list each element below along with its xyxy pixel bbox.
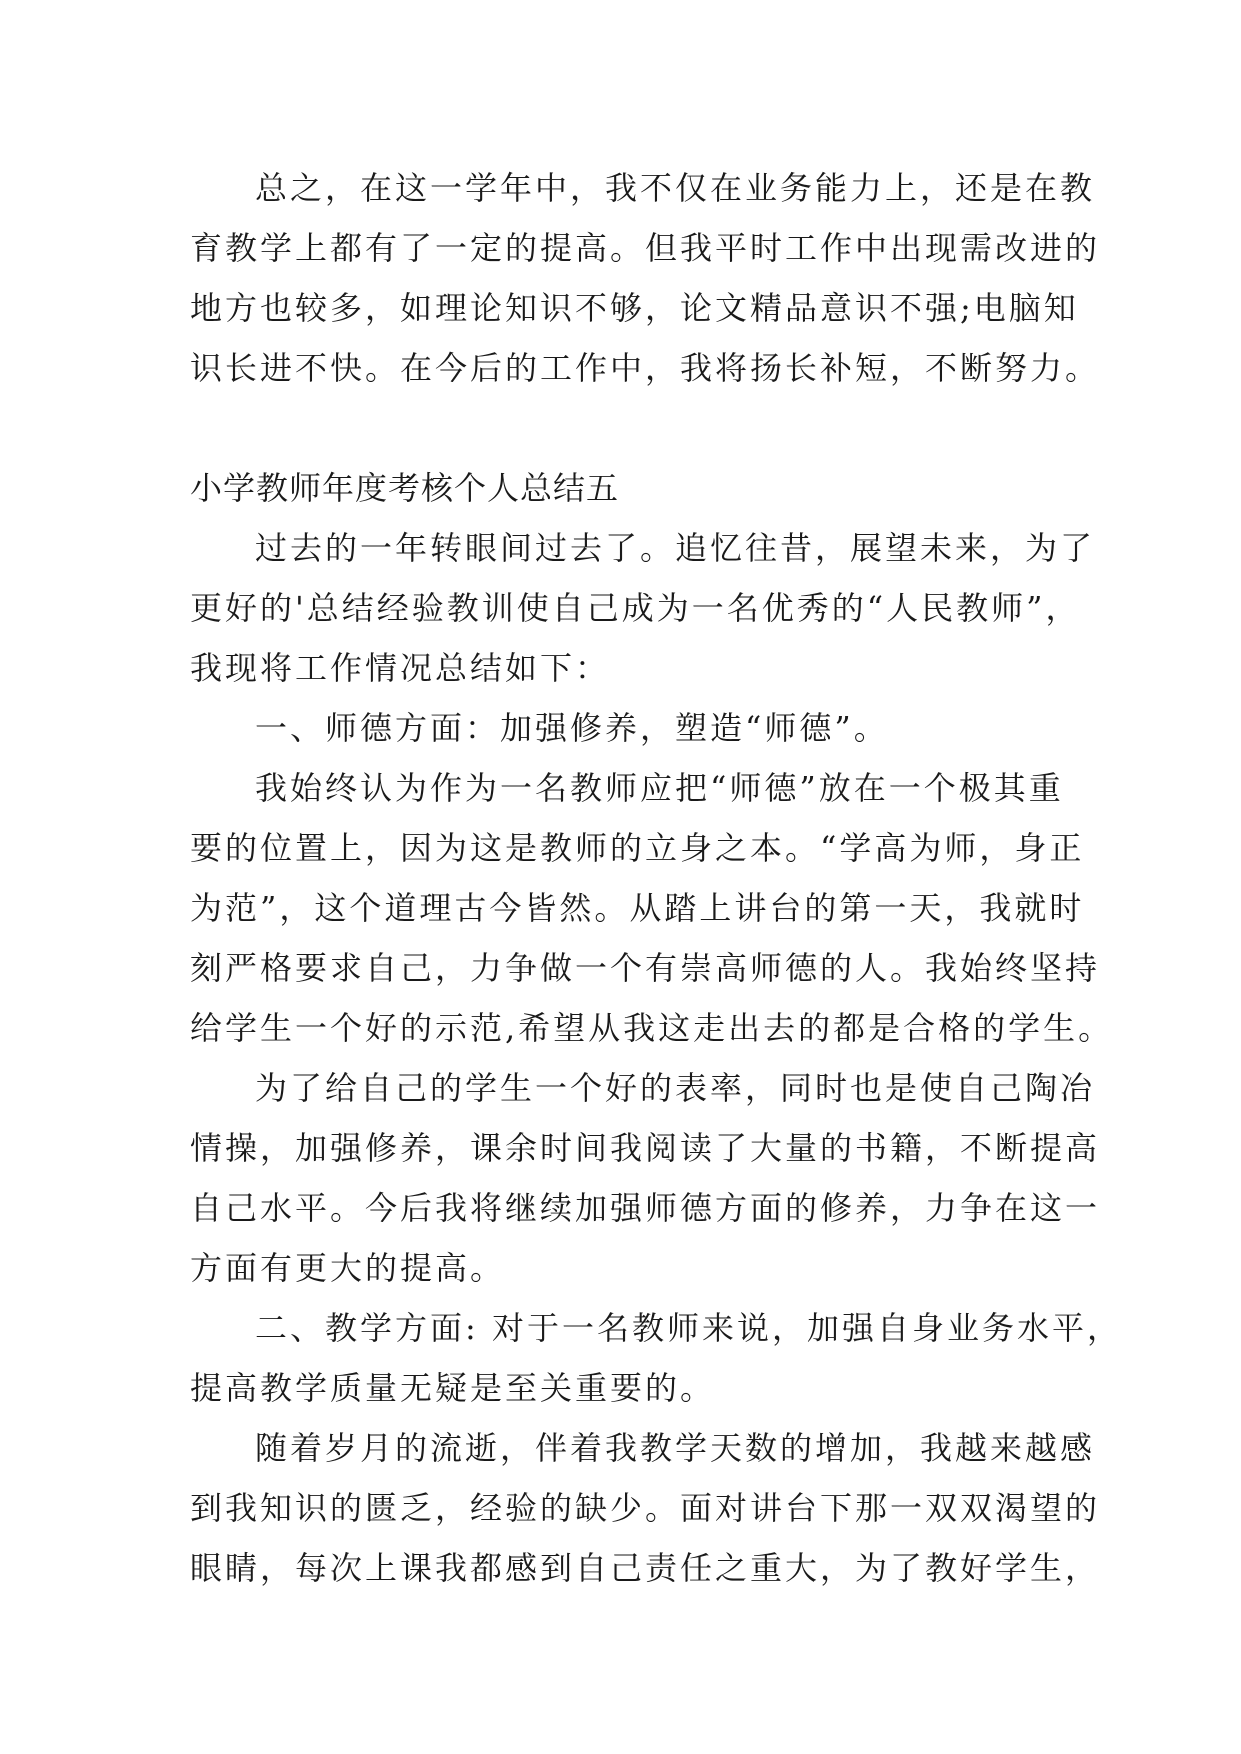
body-paragraph-line: 随着岁月的流逝，伴着我教学天数的增加，我越来越感 [255,1429,1096,1467]
section-spacer [190,398,1052,458]
body-paragraph-line: 为范”，这个道理古今皆然。从踏上讲台的第一天，我就时 [190,889,1085,927]
body-paragraph-line: 我现将工作情况总结如下： [190,649,611,687]
section-title: 小学教师年度考核个人总结五 [190,469,620,507]
body-paragraph-line: 过去的一年转眼间过去了。追忆往昔，展望未来，为了 [255,529,1096,567]
body-paragraph-line: 情操，加强修养，课余时间我阅读了大量的书籍，不断提高 [190,1129,1101,1167]
body-paragraph-line: 提高教学质量无疑是至关重要的。 [190,1369,716,1407]
subheading-line: 一、师德方面：加强修养，塑造“师德”。 [255,709,889,747]
body-paragraph-line: 更好的'总结经验教训使自己成为一名优秀的“人民教师”， [190,589,1081,627]
body-paragraph-line: 刻严格要求自己，力争做一个有崇高师德的人。我始终坚持 [190,949,1101,987]
body-paragraph-line: 眼睛，每次上课我都感到自己责任之重大，为了教好学生， [190,1549,1101,1587]
body-paragraph-line: 我始终认为作为一名教师应把“师德”放在一个极其重 [255,769,1064,807]
intro-paragraph-line: 育教学上都有了一定的提高。但我平时工作中出现需改进的 [190,229,1101,267]
intro-paragraph-line: 地方也较多，如理论知识不够，论文精品意识不强;电脑知 [190,289,1079,327]
body-paragraph-line: 自己水平。今后我将继续加强师德方面的修养，力争在这一 [190,1189,1101,1227]
body-paragraph-line: 方面有更大的提高。 [190,1249,506,1287]
body-paragraph-line: 给学生一个好的示范,希望从我这走出去的都是合格的学生。 [190,1009,1114,1047]
text-column [190,158,1122,1598]
subheading-line: 二、教学方面: 对于一名教师来说，加强自身业务水平， [255,1309,1122,1347]
body-paragraph-line: 要的位置上，因为这是教师的立身之本。“学高为师，身正 [190,829,1085,867]
body-paragraph-line: 为了给自己的学生一个好的表率，同时也是使自己陶冶 [255,1069,1096,1107]
body-paragraph-line: 到我知识的匮乏，经验的缺少。面对讲台下那一双双渴望的 [190,1489,1101,1527]
intro-paragraph-line: 总之，在这一学年中，我不仅在业务能力上，还是在教 [255,169,1096,207]
intro-paragraph-line: 识长进不快。在今后的工作中，我将扬长补短，不断努力。 [190,349,1101,387]
